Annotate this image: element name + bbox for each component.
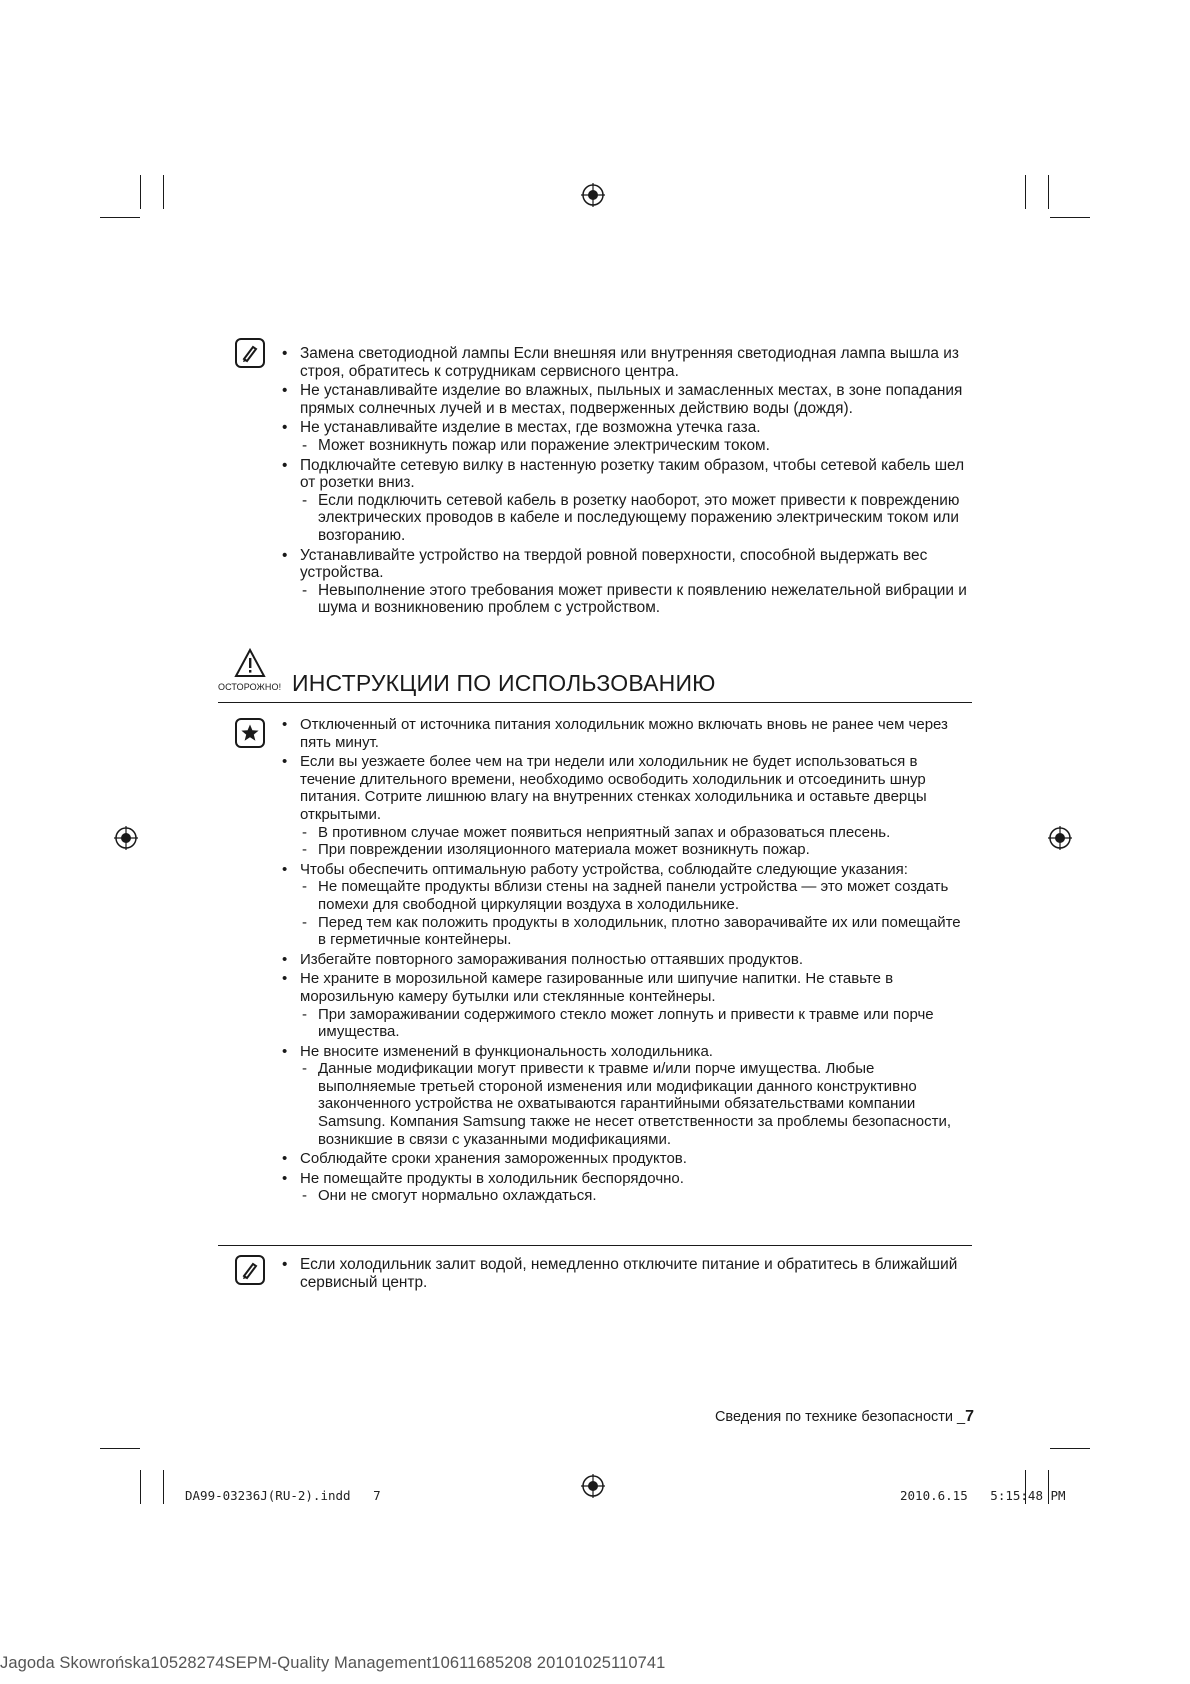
page-number: 7 <box>965 1408 974 1425</box>
list-item <box>282 970 972 1005</box>
item-text: • Не храните в морозильной камере газированные или шипучие напитки. Не ставьте в морозильную камеру бутылки или стеклянные контейнеры. <box>300 970 894 1005</box>
slug-timestamp: 2010.6.15 5:15:48 PM <box>900 1488 1066 1503</box>
item-text: • Соблюдайте сроки хранения замороженных продуктов. <box>300 1150 687 1168</box>
item-text: • Не устанавливайте изделие в местах, где возможна утечка газа. <box>300 419 761 437</box>
crop-mark <box>1025 175 1026 209</box>
footer-section-name: Сведения по технике безопасности _ <box>714 1409 966 1425</box>
item-text: • Не вносите изменений в функциональность холодильника. <box>300 1042 713 1060</box>
warning-triangle-icon <box>234 648 266 683</box>
registration-mark-icon <box>581 1474 605 1498</box>
item-text: • Не устанавливайте изделие во влажных, пыльных и замасленных местах, в зоне попадания прямых солнечных лучей и в местах, подверженных действию воды (дождя). <box>300 382 963 417</box>
sub-item: - Если подключить сетевой кабель в розетку наоборот, это может привести к повреждению электрических проводов в кабеле и последующему поражению электрическим током или возгоранию. <box>282 492 972 545</box>
item-text: • Подключайте сетевую вилку в настенную розетку таким образом, чтобы сетевой кабель шел от розетки вниз. <box>300 456 965 492</box>
item-text: • Замена светодиодной лампы Если внешняя или внутренняя светодиодная лампа вышла из строя, обратитесь к сотрудникам сервисного центра. <box>300 345 959 380</box>
list-item <box>282 547 972 582</box>
crop-mark <box>1050 217 1090 218</box>
list-item <box>282 1256 972 1291</box>
crop-mark <box>1048 175 1049 209</box>
caution-label: ОСТОРОЖНО! <box>218 682 282 692</box>
crop-mark <box>100 217 140 218</box>
sub-item: - Невыполнение этого требования может привести к появлению нежелательной вибрации и шума и возникновению проблем с устройством. <box>282 582 972 617</box>
sub-item: - Перед тем как положить продукты в холодильник, плотно заворачивайте их или помещайте в герметичные контейнеры. <box>282 914 972 949</box>
crop-mark <box>100 1448 140 1449</box>
registration-mark-icon <box>581 183 605 207</box>
item-text: • Если вы уезжаете более чем на три недели или холодильник не будет использоваться в течение длительного времени, необходимо освободить холодильник и отсоединить шнур питания. Сотрите лишнюю влагу на внутренних стенках холодильника и оставьте дверцы открытыми. <box>300 753 927 823</box>
sub-item: - Данные модификации могут привести к травме и/или порче имущества. Любые выполняемые третьей стороной изменения или модификации данного конструктивно законченного устройства не охватываются гарантийными обязательствами компании Samsung. Компания Samsung также не несет ответственности за проблемы безопасности, возникшие в связи с указанными модификациями. <box>282 1060 972 1148</box>
page-footer <box>600 1408 974 1426</box>
note-block <box>282 345 972 617</box>
list-item <box>282 457 972 492</box>
item-text: • Не помещайте продукты в холодильник беспорядочно. <box>300 1169 684 1187</box>
note-icon <box>235 1255 265 1285</box>
item-text: • Избегайте повторного замораживания полностью оттаявших продуктов. <box>300 950 804 968</box>
crop-mark <box>163 1470 164 1504</box>
sub-item: - Может возникнуть пожар или поражение электрическим током. <box>282 437 972 455</box>
sub-item: - Они не смогут нормально охлаждаться. <box>282 1187 972 1205</box>
list-item <box>282 1150 972 1168</box>
section-header <box>218 656 972 703</box>
star-block <box>282 716 972 1205</box>
list-item <box>282 345 972 380</box>
slug-file: DA99-03236J(RU-2).indd 7 <box>185 1488 381 1503</box>
registration-mark-icon <box>114 826 138 850</box>
list-item <box>282 1043 972 1061</box>
item-text: • Если холодильник залит водой, немедленно отключите питание и обратитесь в ближайший сервисный центр. <box>300 1256 958 1291</box>
note-block-2 <box>282 1256 972 1291</box>
sub-item: - При повреждении изоляционного материала может возникнуть пожар. <box>282 841 972 859</box>
crop-mark <box>1050 1448 1090 1449</box>
sub-item: - Не помещайте продукты вблизи стены на задней панели устройства — это может создать помехи для свободной циркуляции воздуха в холодильнике. <box>282 878 972 913</box>
list-item <box>282 716 972 751</box>
crop-mark <box>140 175 141 209</box>
star-icon <box>235 718 265 748</box>
list-item <box>282 753 972 823</box>
sub-item: - При замораживании содержимого стекло может лопнуть и привести к травме или порче имущества. <box>282 1006 972 1041</box>
list-item <box>282 382 972 417</box>
crop-mark <box>163 175 164 209</box>
list-item <box>282 419 972 437</box>
item-text: • Чтобы обеспечить оптимальную работу устройства, соблюдайте следующие указания: <box>300 860 908 878</box>
watermark: Jagoda Skowrońska10528274SEPM-Quality Management10611685208 20101025110741 <box>0 1654 666 1672</box>
list-item <box>282 951 972 969</box>
sub-item: - В противном случае может появиться неприятный запах и образоваться плесень. <box>282 824 972 842</box>
list-item <box>282 1170 972 1188</box>
note-icon <box>235 338 265 368</box>
divider <box>218 1245 972 1246</box>
crop-mark <box>140 1470 141 1504</box>
list-item <box>282 861 972 879</box>
item-text: • Отключенный от источника питания холодильник можно включать вновь не ранее чем через пять минут. <box>300 716 948 751</box>
item-text: • Устанавливайте устройство на твердой ровной поверхности, способной выдержать вес устройства. <box>300 546 928 582</box>
section-title: ИНСТРУКЦИИ ПО ИСПОЛЬЗОВАНИЮ <box>292 670 716 696</box>
registration-mark-icon <box>1048 826 1072 850</box>
